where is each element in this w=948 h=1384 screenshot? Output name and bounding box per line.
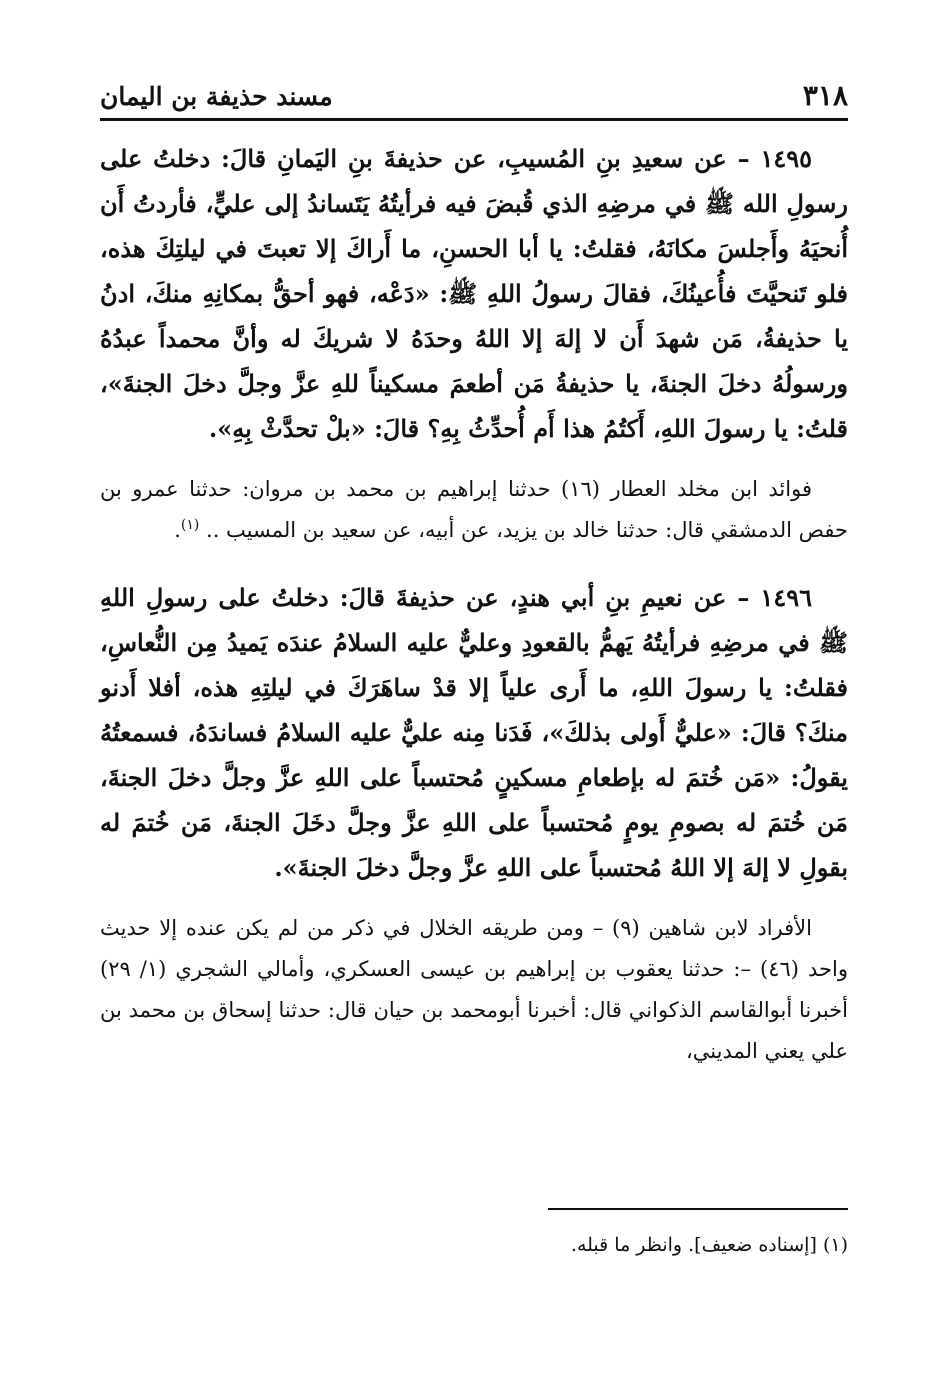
main-text xyxy=(100,136,848,1096)
takhrij-text: فوائد ابن مخلد العطار (١٦) حدثنا إبراهيم بن محمد بن مروان: حدثنا عمرو بن حفص الدمشقي قال: حدثنا خالد بن يزيد، عن أبيه، عن سعيد بن المسيب .. xyxy=(100,477,848,542)
page-number: ٣١٨ xyxy=(802,79,848,112)
hadith-1495 xyxy=(100,136,848,451)
footnote-ref: (١) xyxy=(180,517,200,533)
hadith-number: ١٤٩٥ – xyxy=(737,144,812,173)
footnote xyxy=(100,1230,848,1260)
takhrij-1496 xyxy=(100,908,848,1072)
footnote-marker: (١) xyxy=(822,1234,848,1256)
takhrij-1495 xyxy=(100,469,848,551)
running-title: مسند حذيفة بن اليمان xyxy=(100,82,333,111)
page-header xyxy=(100,76,848,116)
takhrij-end: . xyxy=(174,518,181,542)
takhrij-text: الأفراد لابن شاهين (٩) – ومن طريقه الخلال في ذكر من لم يكن عنده إلا حديث واحد (٤٦) –: حدثنا يعقوب بن إبراهيم بن عيسى العسكري، وأمالي الشجري (١/ ٢٩) أخبرنا أبوالقاسم الذكواني قال: أخبرنا أبومحمد بن حيان قال: حدثنا إسحاق بن محمد بن علي يعني المديني، xyxy=(100,916,848,1063)
hadith-1496 xyxy=(100,575,848,890)
hadith-text: عن نعيمِ بنِ أبي هندٍ، عن حذيفةَ قالَ: دخلتُ على رسولِ اللهِ ﷺ في مرضِهِ فرأيتُهُ يَهمُّ بالقعودِ وعليٌّ عليه السلامُ عندَه يَميدُ مِن النُّعاسِ، فقلتُ: يا رسولَ اللهِ، ما أَرى علياً إلا قدْ ساهَرَكَ في ليلتِهِ هذه، أفلا أَدنو منكَ؟ قالَ: «عليٌّ أَولى بذلكَ»، فَدَنا مِنه عليٌّ عليه السلامُ فساندَهُ، فسمعتُهُ يقولُ: «مَن خُتمَ له بإطعامِ مسكينٍ مُحتسباً على اللهِ عزَّ وجلَّ دخلَ الجنةَ، مَن خُتمَ له بصومِ يومٍ مُحتسباً على اللهِ عزَّ وجلَّ دخَلَ الجنةَ، مَن خُتمَ له بقولِ لا إلهَ إلا اللهُ مُحتسباً على اللهِ عزَّ وجلَّ دخلَ الجنةَ». xyxy=(100,583,848,882)
hadith-number: ١٤٩٦ – xyxy=(737,583,812,612)
hadith-text: عن سعيدِ بنِ المُسيبِ، عن حذيفةَ بنِ اليَمانِ قالَ: دخلتُ على رسولِ الله ﷺ في مرضِهِ الذي قُبضَ فيه فرأيتُهُ يَتَساندُ إلى عليٍّ، فأردتُ أَن أُنحيَهُ وأَجلسَ مكانَهُ، فقلتُ: يا أبا الحسنِ، ما أَراكَ إلا تعبتَ في ليلتِكَ هذه، فلو تَنحيَّتَ فأُعينُكَ، فقالَ رسولُ اللهِ ﷺ: «دَعْه، فهو أحقُّ بمكانِهِ منكَ، ادنُ يا حذيفةُ، مَن شهدَ أَن لا إلهَ إلا اللهُ وحدَهُ لا شريكَ له وأنَّ محمداً عبدُهُ ورسولُهُ دخلَ الجنةَ، يا حذيفةُ مَن أطعمَ مسكيناً للهِ عزَّ وجلَّ دخلَ الجنةَ»، قلتُ: يا رسولَ اللهِ، أَكتُمُ هذا أَم أُحدِّثُ بِهِ؟ قالَ: «بلْ تحدَّثْ بِهِ». xyxy=(100,144,848,443)
footnote-text: [إسناده ضعيف]. وانظر ما قبله. xyxy=(570,1234,817,1256)
footnote-separator xyxy=(548,1208,848,1210)
header-rule xyxy=(100,118,848,121)
